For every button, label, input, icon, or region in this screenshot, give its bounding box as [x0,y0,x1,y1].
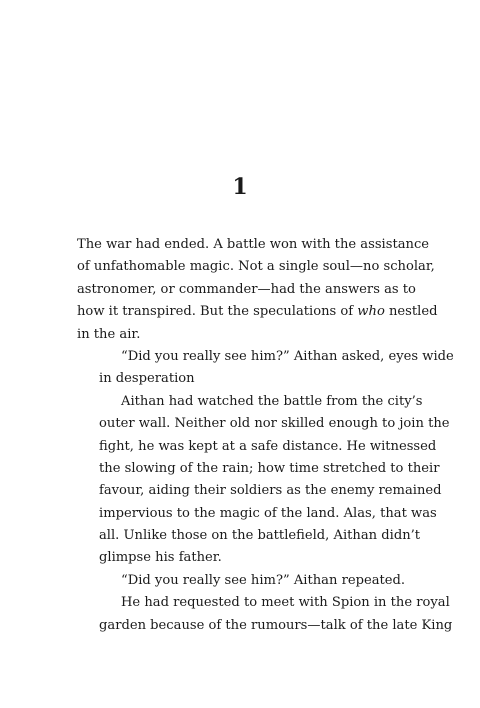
text-line: all. Unlike those on the battlefield, Aithan didn’t [99,528,421,544]
paragraph [77,570,406,592]
text-line: glimpse his father. [99,550,222,566]
text-line: garden because of the rumours—talk of the late King [99,617,453,633]
text-line: He had requested to meet with Spion in the royal [121,595,450,611]
text-line: how it transpired. But the speculations of who nestled [77,304,438,320]
text-line: Aithan had watched the battle from the city’s [121,393,423,409]
text-line: outer wall. Neither old nor skilled enough to join the [99,416,450,432]
text-line: of unfathomable magic. Not a single soul—no scholar, [77,259,435,275]
text-line: favour, aiding their soldiers as the enemy remained [99,483,442,499]
chapter-body [77,234,454,637]
text-line: The war had ended. A battle won with the assistance [77,237,430,252]
paragraph [77,234,438,346]
text-line: impervious to the magic of the land. Alas, that was [99,505,437,521]
text-line: fight, he was kept at a safe distance. He witnessed [99,438,437,454]
text-line: in the air. [77,326,141,342]
text-line: in desperation [99,371,195,387]
chapter-number: 1 [232,174,248,200]
paragraph [77,592,453,637]
text-line: “Did you really see him?” Aithan repeated. [121,572,406,588]
paragraph [77,391,450,570]
paragraph [77,346,454,391]
text-line: “Did you really see him?” Aithan asked, eyes wide [121,348,454,364]
text-line: the slowing of the rain; how time stretched to their [99,460,440,476]
text-line: astronomer, or commander—had the answers as to [77,281,416,297]
